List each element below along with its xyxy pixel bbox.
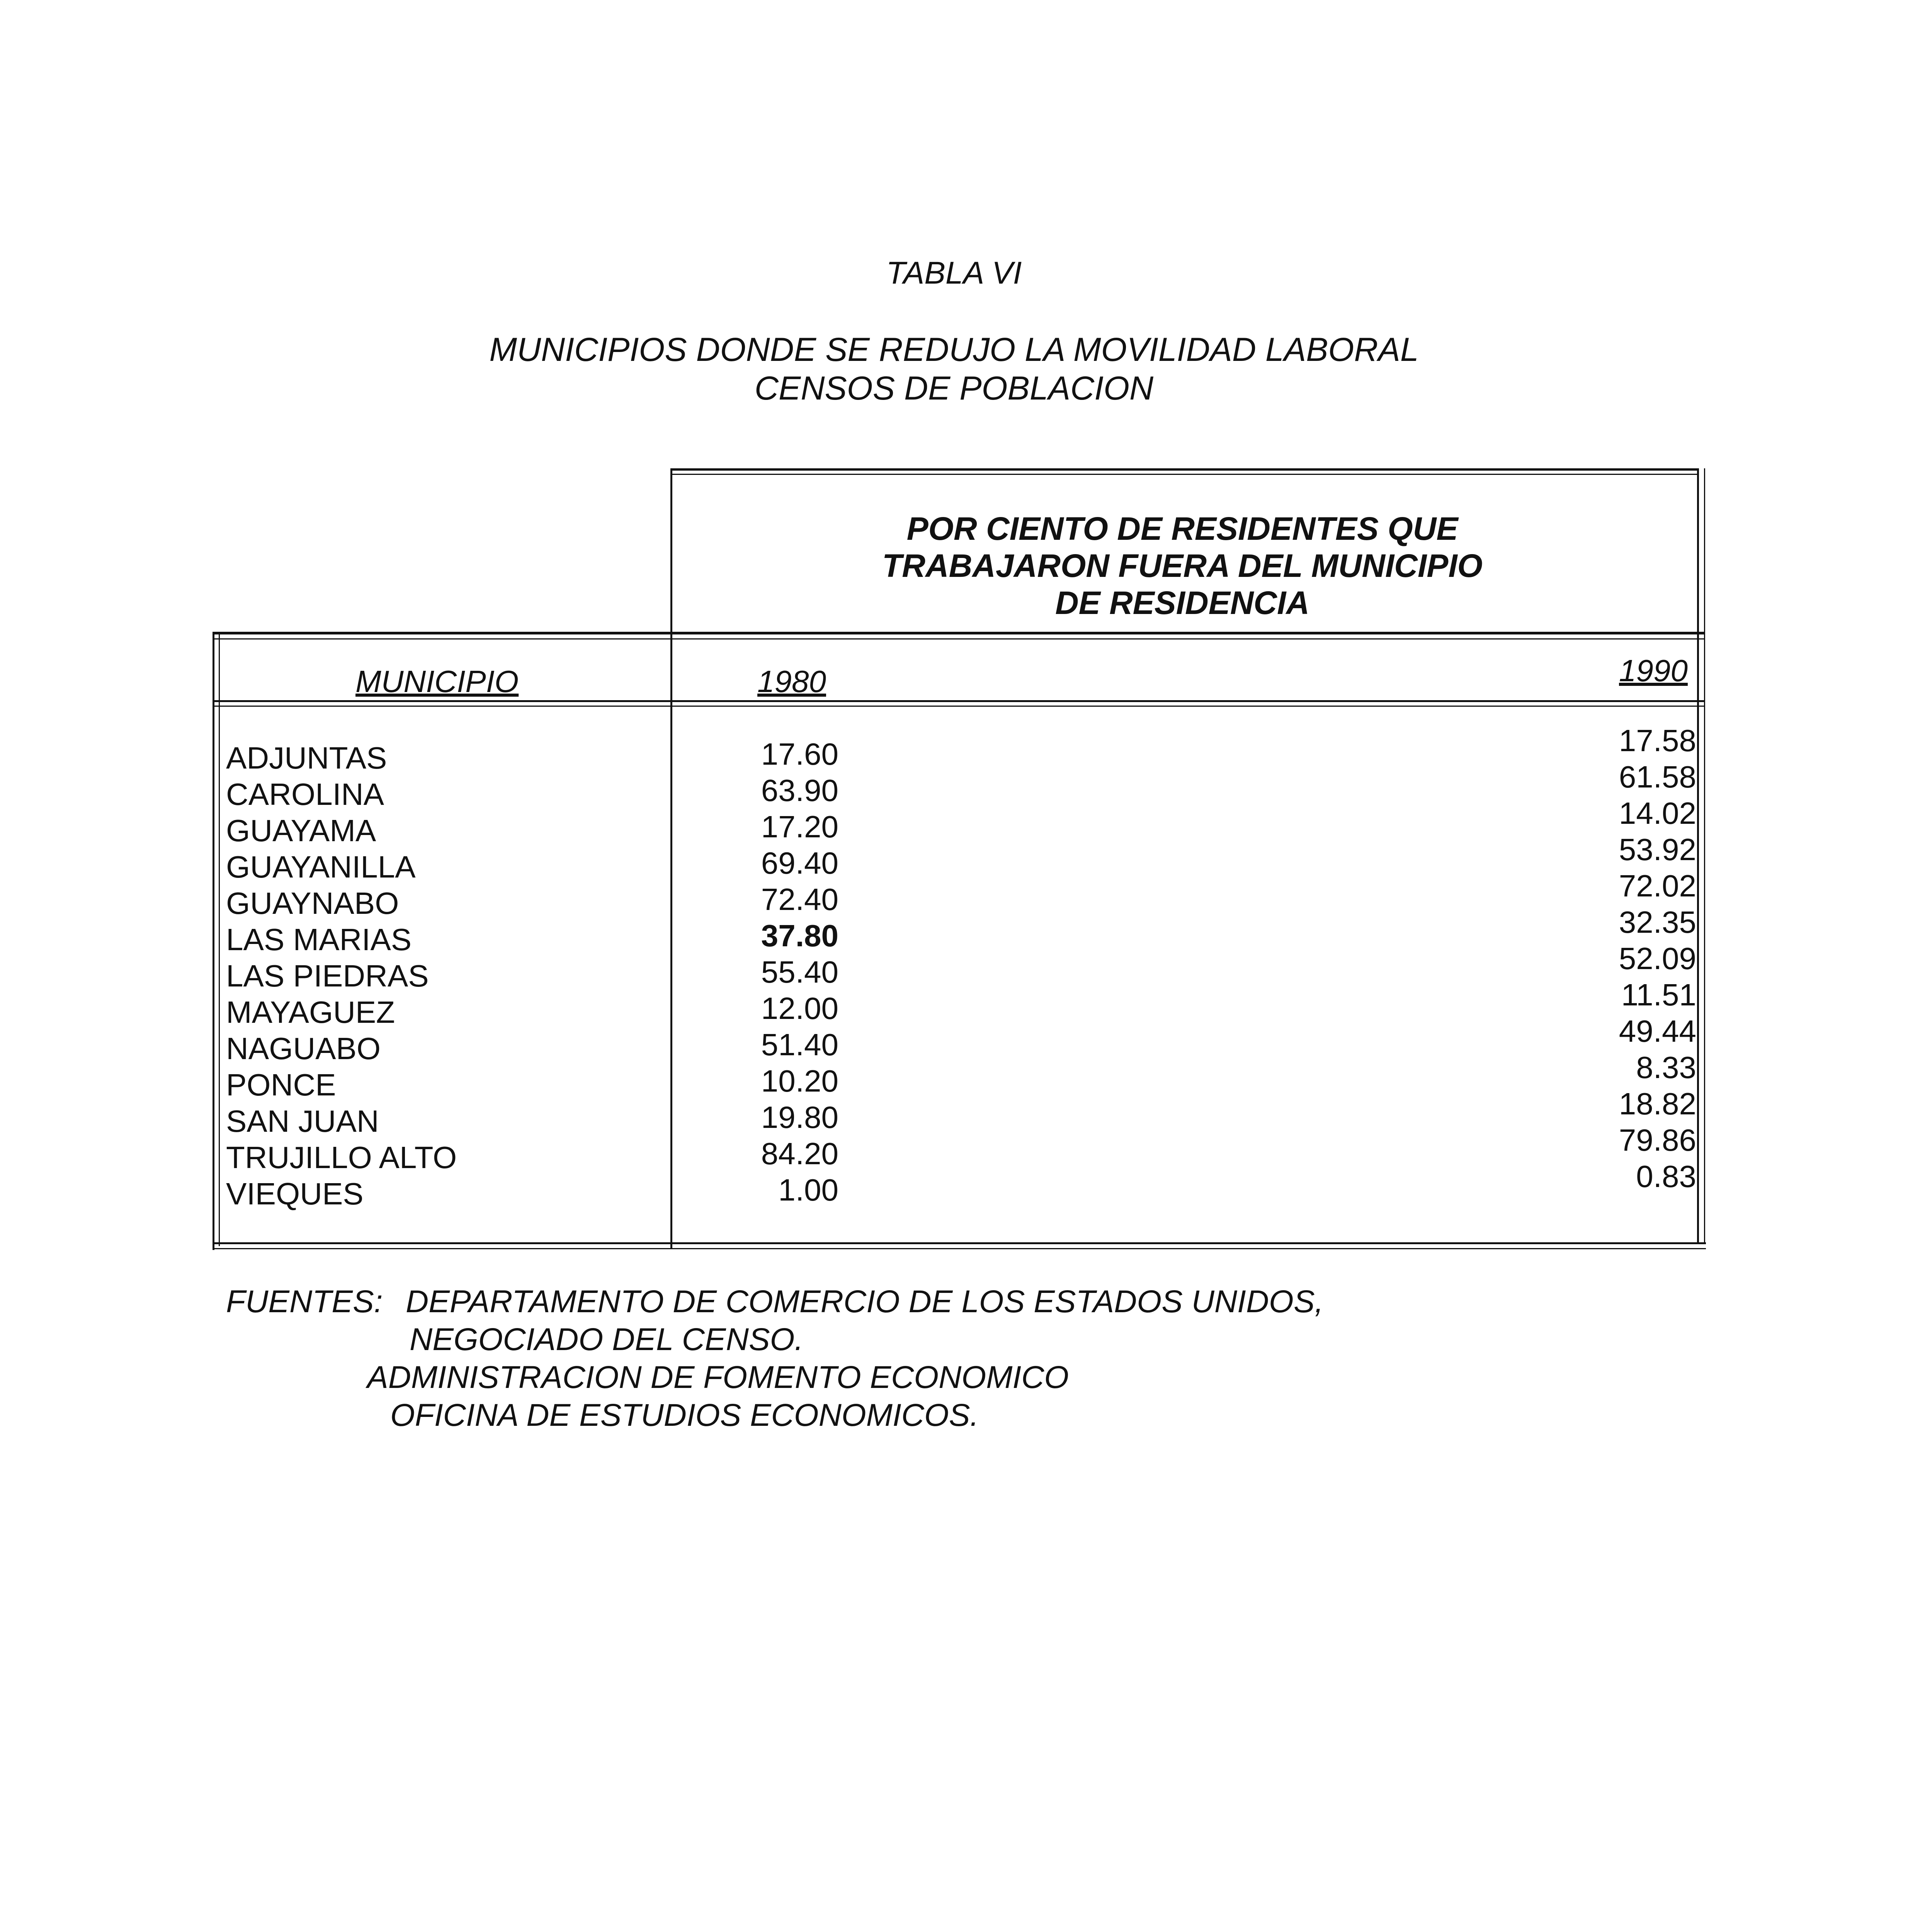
column-header-1990: 1990 — [1619, 653, 1688, 688]
cell-1990: 72.02 — [1619, 869, 1696, 903]
frame-line — [670, 474, 1698, 475]
frame-line — [1704, 468, 1705, 1243]
cell-1990: 18.82 — [1619, 1087, 1696, 1121]
frame-line — [213, 1242, 1706, 1244]
cell-1990: 0.83 — [1636, 1159, 1696, 1194]
cell-1990: 49.44 — [1619, 1014, 1696, 1048]
cell-1990: 14.02 — [1619, 796, 1696, 830]
cell-municipio: VIEQUES — [226, 1177, 364, 1211]
cell-municipio: GUAYNABO — [226, 886, 399, 920]
group-header-line-3: DE RESIDENCIA — [1055, 585, 1310, 621]
cell-1980: 63.90 — [761, 773, 838, 808]
cell-municipio: CAROLINA — [226, 777, 384, 811]
group-header-line-1: POR CIENTO DE RESIDENTES QUE — [906, 510, 1458, 547]
frame-line — [1697, 468, 1699, 1243]
source-line-3: ADMINISTRACION DE FOMENTO ECONOMICO — [367, 1360, 1069, 1395]
cell-municipio: SAN JUAN — [226, 1104, 379, 1138]
cell-1980: 1.00 — [778, 1173, 838, 1207]
cell-1980: 84.20 — [761, 1136, 838, 1171]
document-title — [0, 330, 1908, 408]
cell-1990: 61.58 — [1619, 760, 1696, 794]
cell-municipio: MAYAGUEZ — [226, 995, 395, 1029]
cell-municipio: LAS PIEDRAS — [226, 959, 429, 993]
cell-1980: 12.00 — [761, 991, 838, 1026]
cell-1990: 8.33 — [1636, 1050, 1696, 1085]
group-header — [672, 510, 1692, 621]
title-line-1: MUNICIPIOS DONDE SE REDUJO LA MOVILIDAD LABORAL — [489, 331, 1419, 368]
frame-line — [670, 468, 1698, 471]
column-header-municipio: MUNICIPIO — [355, 664, 519, 699]
cell-1980: 17.60 — [761, 737, 838, 771]
source-line-4: OFICINA DE ESTUDIOS ECONOMICOS. — [390, 1398, 979, 1433]
source-line-2: NEGOCIADO DEL CENSO. — [410, 1322, 804, 1357]
cell-municipio: GUAYANILLA — [226, 850, 416, 884]
cell-1980: 72.40 — [761, 882, 838, 917]
cell-1980: 55.40 — [761, 955, 838, 989]
frame-line — [219, 632, 220, 1246]
frame-line — [213, 700, 1704, 702]
frame-line — [213, 706, 1704, 707]
table-label: TABLA VI — [886, 255, 1022, 291]
cell-1980: 51.40 — [761, 1027, 838, 1062]
frame-line — [213, 638, 1704, 639]
cell-1990: 11.51 — [1621, 978, 1696, 1012]
cell-1980: 17.20 — [761, 810, 838, 844]
frame-line — [213, 1248, 1706, 1249]
cell-municipio: LAS MARIAS — [226, 922, 412, 957]
cell-1990: 53.92 — [1619, 832, 1696, 867]
cell-1980: 37.80 — [761, 918, 838, 953]
cell-1980: 10.20 — [761, 1064, 838, 1098]
frame-line — [213, 632, 214, 1250]
group-header-line-2: TRABAJARON FUERA DEL MUNICIPIO — [882, 548, 1483, 584]
cell-municipio: NAGUABO — [226, 1031, 381, 1066]
cell-municipio: PONCE — [226, 1068, 336, 1102]
cell-1980: 19.80 — [761, 1100, 838, 1134]
column-header-1980: 1980 — [757, 664, 826, 699]
cell-municipio: TRUJILLO ALTO — [226, 1140, 457, 1175]
cell-1990: 32.35 — [1619, 905, 1696, 939]
cell-municipio: GUAYAMA — [226, 813, 376, 848]
source-line-1: DEPARTAMENTO DE COMERCIO DE LOS ESTADOS UNIDOS, — [406, 1284, 1324, 1319]
cell-municipio: ADJUNTAS — [226, 741, 387, 775]
cell-1990: 79.86 — [1619, 1123, 1696, 1157]
cell-1990: 52.09 — [1619, 941, 1696, 976]
cell-1990: 17.58 — [1619, 723, 1696, 758]
frame-line — [213, 632, 1704, 634]
title-line-2: CENSOS DE POBLACION — [754, 370, 1154, 407]
cell-1980: 69.40 — [761, 846, 838, 880]
sources-label: FUENTES: — [226, 1284, 383, 1319]
